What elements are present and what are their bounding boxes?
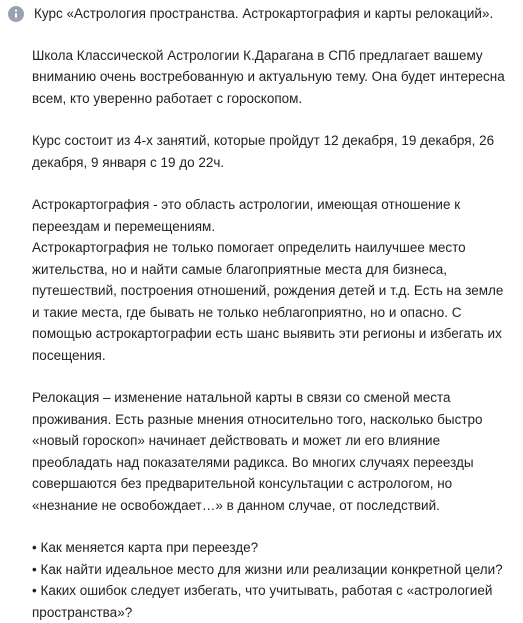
post-body [8, 45, 515, 623]
question-item: • Каких ошибок следует избегать, что учитывать, работая с «астрологией пространства»? [32, 580, 511, 623]
schedule-paragraph: Курс состоит из 4-х занятий, которые пройдут 12 декабря, 19 декабря, 26 декабря, 9 января с 19 до 22ч. [32, 130, 511, 173]
relocation-paragraph: Релокация – изменение натальной карты в связи со сменой места проживания. Есть разные мнения относительно того, насколько быстро «новый гороскоп» начинает действовать и может ли его влияние преобладать над показателями радикса. Во многих случаях переезды совершаются без предварительной консультации с астрологом, но «незнание не освобождает…» в данном случае, от последствий. [32, 387, 511, 516]
intro-paragraph: Школа Классической Астрологии К.Дарагана в СПб предлагает вашему вниманию очень востребованную и актуальную тему. Она будет интересна всем, кто уверенно работает с гороскопом. [32, 45, 511, 110]
question-item: • Как найти идеальное место для жизни или реализации конкретной цели? [32, 559, 511, 581]
info-circle-icon [8, 6, 24, 22]
post-heading: Курс «Астрология пространства. Астрокартография и карты релокаций». [34, 3, 515, 25]
astrocartography-definition: Астрокартография - это область астрологии, имеющая отношение к переездам и перемещениям. [32, 194, 511, 237]
questions-list [32, 537, 511, 623]
astrocartography-details: Астрокартография не только помогает определить наилучшее место жительства, но и найти самые благоприятные места для бизнеса, путешествий, построения отношений, рождения детей и т.д. Есть на земле и такие места, где бывать не только неблагоприятно, но и опасно. С помощью астрокартографии есть шанс выявить эти регионы и избегать их посещения. [32, 237, 511, 366]
post-heading-line [8, 3, 515, 25]
question-item: • Как меняется карта при переезде? [32, 537, 511, 559]
